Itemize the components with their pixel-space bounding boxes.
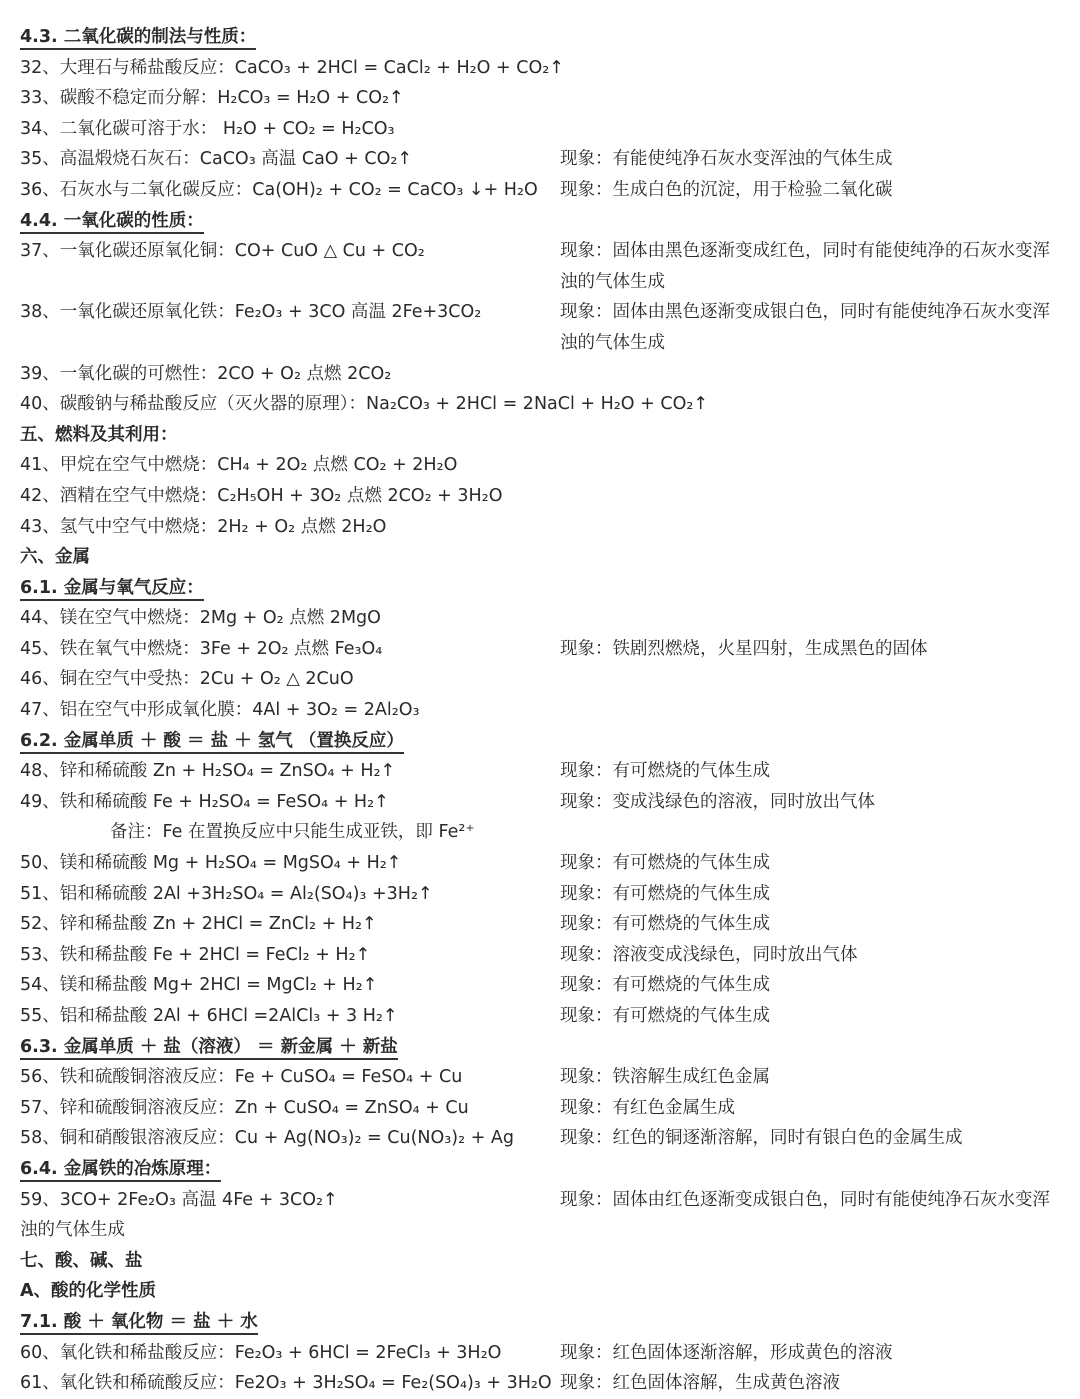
equation-line (20, 634, 1065, 665)
heading-text: 6.2. 金属单质 ＋ 酸 ＝ 盐 ＋ 氢气 （置换反应） (20, 731, 404, 754)
equation-text: 55、铝和稀盐酸 2Al + 6HCl =2AlCl₃ + 3 H₂↑ (20, 1006, 398, 1026)
phenomenon-text: 现象：铁溶解生成红色金属 (560, 1067, 770, 1088)
equation-line (20, 603, 1065, 634)
heading-text: 六、金属 (20, 547, 90, 568)
phenomenon-text: 现象：生成白色的沉淀，用于检验二氧化碳 (560, 179, 893, 200)
equation-text: 52、锌和稀盐酸 Zn + 2HCl = ZnCl₂ + H₂↑ (20, 914, 377, 935)
equation-wrap-text: 浊的气体生成 (20, 1220, 125, 1241)
heading-text: 6.1. 金属与氧气反应： (20, 578, 204, 601)
section-heading (20, 1307, 1065, 1338)
equation-line (20, 879, 1065, 910)
equation-line (20, 756, 1065, 787)
equation-text: 56、铁和硫酸铜溶液反应：Fe + CuSO₄ = FeSO₄ + Cu (20, 1067, 463, 1088)
equation-text: 47、铝在空气中形成氧化膜：4Al + 3O₂ = 2Al₂O₃ (20, 700, 420, 721)
phenomenon-text: 现象：有可燃烧的气体生成 (560, 914, 770, 935)
equation-line (20, 389, 1065, 420)
equation-line (20, 450, 1065, 481)
equation-text: 45、铁在氧气中燃烧：3Fe + 2O₂ 点燃 Fe₃O₄ (20, 638, 383, 659)
phenomenon-text: 现象：有可燃烧的气体生成 (560, 883, 770, 904)
heading-text: 七、酸、碱、盐 (20, 1250, 143, 1271)
phenomenon-text: 现象：有可燃烧的气体生成 (560, 975, 770, 996)
note-line (20, 817, 1065, 848)
heading-text: 五、燃料及其利用： (20, 424, 178, 445)
phenomenon-text: 现象：溶液变成浅绿色，同时放出气体 (560, 944, 858, 965)
section-heading (20, 1246, 1065, 1277)
equation-line (20, 787, 1065, 818)
equation-line (20, 1368, 1065, 1399)
equation-line (20, 512, 1065, 543)
phenomenon-text: 现象：红色固体逐渐溶解，形成黄色的溶液 (560, 1342, 893, 1363)
equation-line (20, 53, 1065, 84)
equation-line (20, 909, 1065, 940)
equation-text: 48、锌和稀硫酸 Zn + H₂SO₄ = ZnSO₄ + H₂↑ (20, 761, 396, 782)
section-heading (20, 206, 1065, 237)
equation-text: 61、氧化铁和稀硫酸反应：Fe2O₃ + 3H₂SO₄ = Fe₂(SO₄)₃ + 3H₂O (20, 1373, 552, 1394)
equation-text: 38、一氧化碳还原氧化铁：Fe₂O₃ + 3CO 高温 2Fe+3CO₂ (20, 302, 482, 323)
equation-text: 36、石灰水与二氧化碳反应：Ca(OH)₂ + CO₂ = CaCO₃ ↓+ H₂O (20, 179, 538, 200)
phenomenon-text: 现象：红色的铜逐渐溶解，同时有银白色的金属生成 (560, 1128, 963, 1149)
equation-text: 41、甲烷在空气中燃烧：CH₄ + 2O₂ 点燃 CO₂ + 2H₂O (20, 455, 458, 476)
equation-text: 53、铁和稀盐酸 Fe + 2HCl = FeCl₂ + H₂↑ (20, 944, 371, 965)
phenomenon-text: 现象：有红色金属生成 (560, 1097, 735, 1118)
equation-line (20, 695, 1065, 726)
phenomenon-text: 现象：有可燃烧的气体生成 (560, 761, 770, 782)
equation-text: 60、氧化铁和稀盐酸反应：Fe₂O₃ + 6HCl = 2FeCl₃ + 3H₂O (20, 1342, 502, 1363)
equation-text: 44、镁在空气中燃烧：2Mg + O₂ 点燃 2MgO (20, 608, 381, 629)
section-heading (20, 1276, 1065, 1307)
equation-line (20, 1185, 1065, 1246)
section-heading (20, 1032, 1065, 1063)
equation-text: 33、碳酸不稳定而分解：H₂CO₃ = H₂O + CO₂↑ (20, 88, 404, 109)
equation-line (20, 114, 1065, 145)
equation-text: 51、铝和稀硫酸 2Al +3H₂SO₄ = Al₂(SO₄)₃ +3H₂↑ (20, 883, 433, 904)
equation-line (20, 940, 1065, 971)
phenomenon-text: 现象：有可燃烧的气体生成 (560, 1006, 770, 1026)
equation-line (20, 664, 1065, 695)
equation-line (20, 83, 1065, 114)
equation-text: 32、大理石与稀盐酸反应：CaCO₃ + 2HCl = CaCl₂ + H₂O + CO₂↑ (20, 57, 564, 78)
equation-text: 50、镁和稀硫酸 Mg + H₂SO₄ = MgSO₄ + H₂↑ (20, 853, 402, 874)
equation-text: 42、酒精在空气中燃烧：C₂H₅OH + 3O₂ 点燃 2CO₂ + 3H₂O (20, 485, 503, 506)
equation-text: 58、铜和硝酸银溶液反应：Cu + Ag(NO₃)₂ = Cu(NO₃)₂ + Ag (20, 1128, 515, 1149)
section-heading (20, 1154, 1065, 1185)
equation-line (20, 1093, 1065, 1124)
equation-line (20, 297, 1065, 358)
equation-text: 39、一氧化碳的可燃性：2CO + O₂ 点燃 2CO₂ (20, 363, 392, 384)
section-heading (20, 420, 1065, 451)
phenomenon-text: 现象：有可燃烧的气体生成 (560, 853, 770, 874)
heading-text: 6.4. 金属铁的冶炼原理： (20, 1159, 221, 1182)
section-heading (20, 22, 1065, 53)
equation-text: 35、高温煅烧石灰石：CaCO₃ 高温 CaO + CO₂↑ (20, 149, 413, 170)
equation-line (20, 359, 1065, 390)
note-text: 备注：Fe 在置换反应中只能生成亚铁，即 Fe²⁺ (110, 822, 475, 843)
heading-text: 7.1. 酸 ＋ 氧化物 ＝ 盐 ＋ 水 (20, 1312, 258, 1335)
equation-text: 57、锌和硫酸铜溶液反应：Zn + CuSO₄ = ZnSO₄ + Cu (20, 1097, 469, 1118)
heading-text: 6.3. 金属单质 ＋ 盐（溶液） ＝ 新金属 ＋ 新盐 (20, 1037, 398, 1060)
equation-line (20, 1123, 1065, 1154)
equation-line (20, 144, 1065, 175)
section-heading (20, 542, 1065, 573)
equation-text: 37、一氧化碳还原氧化铜：CO+ CuO △ Cu + CO₂ (20, 241, 425, 262)
equation-line (20, 481, 1065, 512)
equation-text: 34、二氧化碳可溶于水： H₂O + CO₂ = H₂CO₃ (20, 118, 395, 139)
equation-text: 49、铁和稀硫酸 Fe + H₂SO₄ = FeSO₄ + H₂↑ (20, 791, 389, 812)
heading-text: 4.3. 二氧化碳的制法与性质： (20, 27, 256, 50)
phenomenon-text: 现象：固体由黑色逐渐变成银白色，同时有能使纯净石灰水变浑浊的气体生成 (560, 302, 1050, 353)
equation-line (20, 1062, 1065, 1093)
equation-text: 59、3CO+ 2Fe₂O₃ 高温 4Fe + 3CO₂↑ (20, 1189, 338, 1210)
phenomenon-text: 现象：有能使纯净石灰水变浑浊的气体生成 (560, 149, 893, 170)
heading-text: A、酸的化学性质 (20, 1281, 157, 1302)
chemistry-equation-document (20, 22, 1065, 1399)
section-heading (20, 726, 1065, 757)
heading-text: 4.4. 一氧化碳的性质： (20, 211, 204, 234)
equation-line (20, 970, 1065, 1001)
equation-line (20, 236, 1065, 297)
equation-text: 40、碳酸钠与稀盐酸反应（灭火器的原理）：Na₂CO₃ + 2HCl = 2NaCl + H₂O + CO₂↑ (20, 394, 709, 415)
equation-text: 43、氢气中空气中燃烧：2H₂ + O₂ 点燃 2H₂O (20, 516, 387, 537)
equation-line (20, 848, 1065, 879)
equation-text: 54、镁和稀盐酸 Mg+ 2HCl = MgCl₂ + H₂↑ (20, 975, 378, 996)
equation-line (20, 1338, 1065, 1369)
phenomenon-text: 现象：固体由红色逐渐变成银白色，同时有能使纯净石灰水变浑 (560, 1189, 1050, 1210)
phenomenon-text: 现象：固体由黑色逐渐变成红色，同时有能使纯净的石灰水变浑浊的气体生成 (560, 241, 1050, 292)
equation-line (20, 1001, 1065, 1032)
phenomenon-text: 现象：红色固体溶解，生成黄色溶液 (560, 1373, 840, 1394)
section-heading (20, 573, 1065, 604)
equation-text: 46、铜在空气中受热：2Cu + O₂ △ 2CuO (20, 669, 354, 690)
phenomenon-text: 现象：铁剧烈燃烧，火星四射，生成黑色的固体 (560, 638, 928, 659)
equation-line (20, 175, 1065, 206)
phenomenon-text: 现象：变成浅绿色的溶液，同时放出气体 (560, 791, 875, 812)
